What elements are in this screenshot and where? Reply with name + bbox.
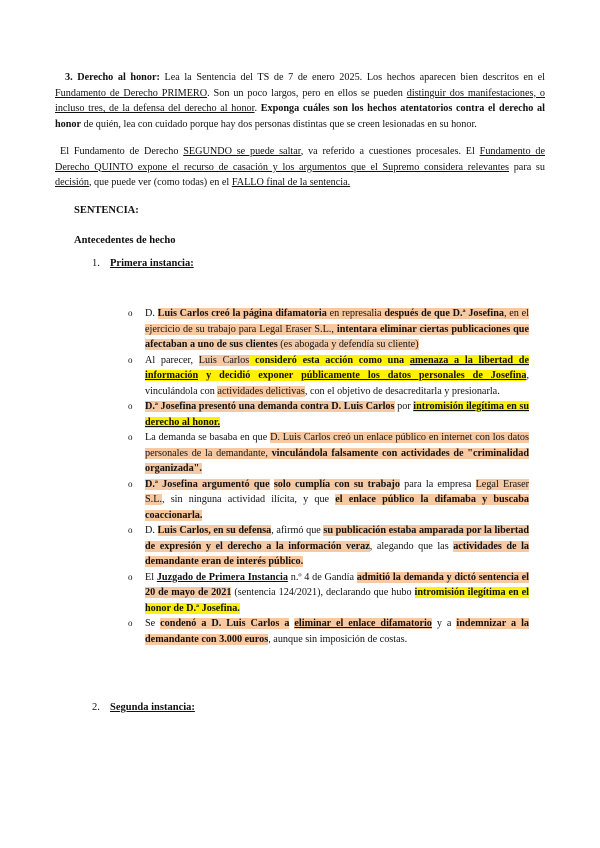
text-run: el enlace público la difamaba y buscaba coaccionarla. [145, 494, 530, 521]
list-item-text [145, 479, 529, 521]
text-run: D.ª Josefina presentó una demanda contra D. Luis Carlos [145, 401, 395, 412]
text-run: eliminar el enlace difamatorio [294, 618, 432, 629]
text-run: Legal Eraser S.L. [145, 478, 529, 505]
text-run: La demanda se basaba en que [145, 432, 271, 443]
section-number: 1. [92, 258, 100, 269]
text-run: , que puede ver (como todas) en el [88, 177, 232, 189]
bullet-marker: o [128, 432, 133, 442]
text-run: , con el objetivo de desacreditarla y presionarla. [304, 385, 500, 397]
text-run: D. [145, 308, 158, 319]
list-item-text [145, 525, 529, 567]
section-title: Segunda instancia: [110, 702, 195, 713]
list-item [125, 477, 529, 524]
text-run: Luis Carlos [198, 354, 250, 366]
text-run: , alegando que las [369, 540, 454, 552]
bullet-marker: o [128, 618, 133, 628]
text-run: para la empresa [399, 478, 476, 490]
list-item [125, 430, 529, 477]
text-run: Juzgado de Primera Instancia [156, 571, 288, 583]
text-run: El Fundamento de Derecho [60, 146, 184, 157]
list-item-text [145, 432, 529, 474]
section-number: 2. [92, 702, 100, 713]
list-item [125, 306, 529, 353]
text-run: , va referido a cuestiones procesales. El [300, 146, 480, 157]
text-run: , en el ejercicio de su trabajo para Legal Eraser S.L., [145, 308, 529, 335]
text-run: D. Luis Carlos creó un enlace público en internet con los datos personales de la demandante, [145, 432, 529, 459]
text-run: condenó a D. Luis Carlos a [160, 618, 290, 629]
facts-list [125, 306, 529, 647]
text-run: en represalia [326, 308, 385, 319]
bullet-marker: o [128, 525, 133, 535]
text-run: amenaza a la libertad de información [145, 354, 529, 381]
text-run: por [394, 401, 414, 412]
text-run: y a [431, 618, 457, 629]
text-run: n.º 4 de Gandía [287, 571, 357, 583]
instruction-paragraph-1 [55, 70, 545, 132]
instruction-paragraph-2 [55, 144, 545, 191]
text-run: El [145, 571, 157, 583]
text-run: D.ª Josefina argumentó que [145, 478, 270, 490]
list-item-text [145, 572, 529, 614]
text-run: después de que D.ª Josefina [384, 308, 504, 319]
text-run: intromisión ilegítima en el honor de D.ª Josefina. [145, 587, 529, 614]
text-run: Al parecer, [145, 354, 199, 366]
text-run: FALLO final de la sentencia. [231, 177, 351, 189]
text-run: SEGUNDO se puede saltar [183, 146, 301, 157]
list-item [125, 353, 529, 400]
list-item [125, 616, 529, 647]
text-run: . [254, 103, 261, 115]
text-run: y decidió exponer [198, 370, 302, 381]
text-run: , afirmó que [271, 525, 324, 536]
text-run: intentara eliminar ciertas publicaciones que afectaban a uno de sus clientes [145, 323, 529, 350]
text-run: (es abogada y defendía su cliente) [277, 339, 419, 350]
text-run: , sin ninguna actividad ilícita, y que [161, 494, 336, 505]
text-run: actividades de la demandante eran de interés público. [145, 540, 530, 567]
text-run: para su [509, 161, 545, 173]
bullet-marker: o [128, 571, 133, 582]
text-run: públicamente los datos personales de Josefina [301, 370, 527, 381]
list-item-text [145, 618, 529, 645]
text-run: D. [145, 525, 158, 536]
text-run: distinguir dos manifestaciones, o incluso tres, de la defensa del derecho al honor [55, 87, 546, 115]
text-run: consideró esta acción como una [249, 354, 410, 366]
section-title: Primera instancia: [110, 258, 194, 269]
list-item-text [145, 401, 529, 428]
text-run: Fundamento de Derecho PRIMERO [55, 87, 208, 99]
heading-antecedentes: Antecedentes de hecho [74, 235, 176, 246]
bullet-marker: o [128, 354, 133, 365]
bullet-marker: o [128, 401, 133, 411]
list-item [125, 399, 529, 430]
text-run: solo cumplía con su trabajo [273, 478, 400, 490]
bullet-marker: o [128, 308, 133, 318]
text-run: decisión [55, 177, 89, 189]
text-run: (sentencia 124/2021), declarando que hubo [231, 587, 415, 598]
list-item [125, 523, 529, 570]
text-run: Luis Carlos, en su defensa [157, 525, 272, 536]
text-run: Fundamento de Derecho QUINTO expone el recurso de casación y los argumentos que el Supremo considera relevantes [55, 146, 545, 173]
list-item-text [145, 308, 529, 350]
text-run: admitió la demanda y dictó sentencia el 20 de mayo de 2021 [145, 571, 529, 598]
text-run: , aunque sin imposición de costas. [268, 633, 408, 645]
text-run: . Son un poco largos, pero en ellos se pueden [207, 87, 407, 99]
list-item-text [145, 355, 529, 397]
list-item [125, 570, 529, 617]
text-run: vinculándola falsamente con actividades de "criminalidad organizada". [145, 447, 529, 474]
text-run: su publicación estaba amparada por la libertad de expresión y el derecho a la información veraz [145, 525, 529, 552]
text-run: Se [145, 618, 161, 629]
text-run: , vinculándola con [145, 370, 529, 397]
text-run: Exponga cuáles son los hechos atentatorios contra el derecho al honor [55, 103, 545, 130]
text-run: de quién, lea con cuidado porque hay dos personas distintas que se creen lesionadas en su honor. [81, 118, 477, 130]
heading-sentencia: SENTENCIA: [74, 205, 139, 216]
text-run: Lea la Sentencia del TS de 7 de enero 2025. Los hechos aparecen bien descritos en el [159, 72, 545, 83]
text-run: intromisión ilegítima en su derecho al honor. [145, 401, 529, 428]
bullet-marker: o [128, 478, 133, 489]
text-run: Luis Carlos creó la página difamatoria [157, 308, 327, 319]
text-run: 3. Derecho al honor: [65, 72, 160, 83]
text-run: indemnizar a la demandante con 3.000 euros [145, 618, 529, 645]
text-run: actividades delictivas [217, 385, 305, 397]
